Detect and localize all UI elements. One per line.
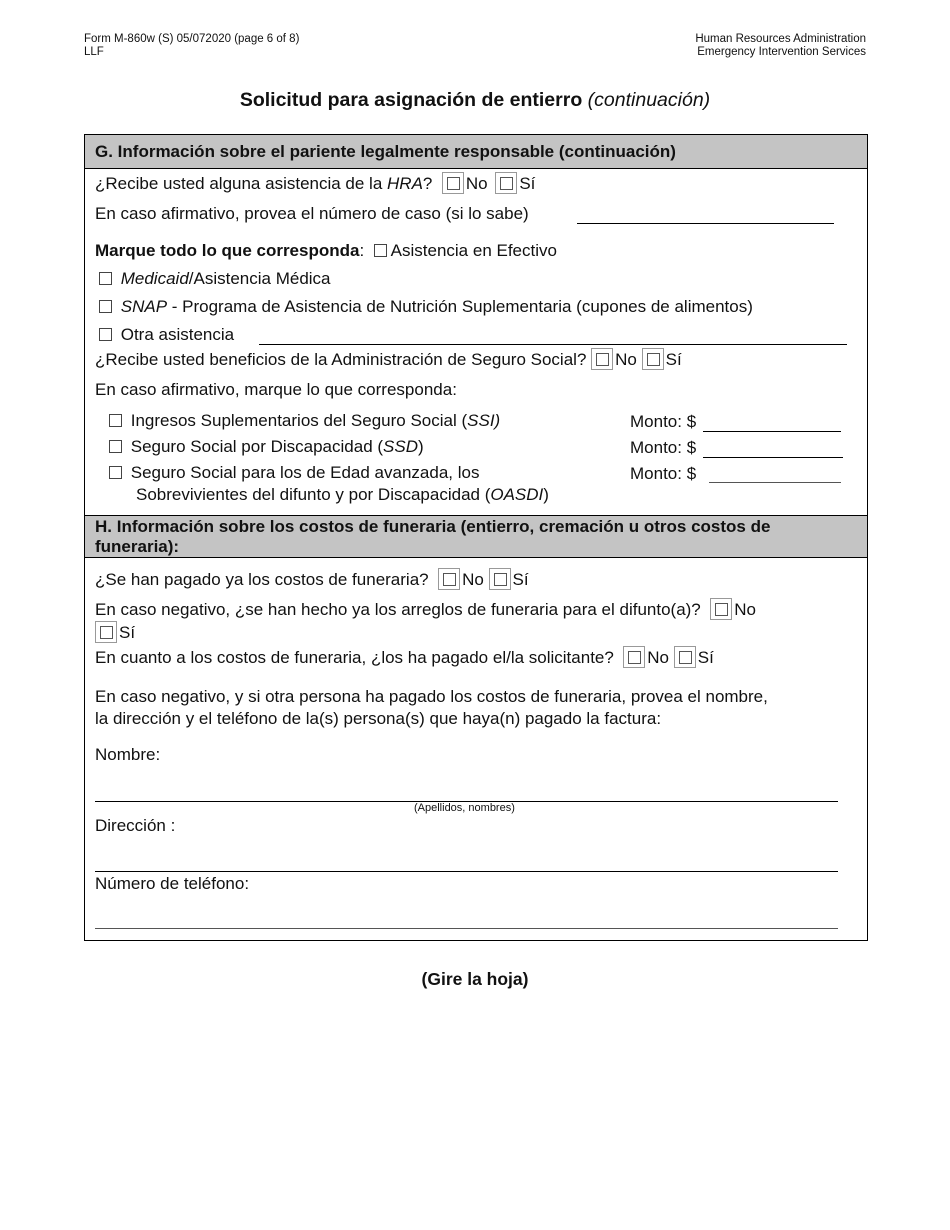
q-arrangements-row [95, 598, 756, 620]
medicaid-rest: /Asistencia Médica [188, 269, 331, 288]
other-assistance-field[interactable] [259, 344, 847, 345]
ssi-checkbox[interactable] [109, 414, 122, 427]
cash-checkbox[interactable] [374, 244, 387, 257]
agency-block [695, 33, 866, 59]
q-applicant-row [95, 646, 714, 668]
ssa-mark-label: En caso afirmativo, marque lo que corresponda: [95, 380, 457, 399]
q-ssa: ¿Recibe usted beneficios de la Administración de Seguro Social? [95, 350, 587, 369]
oasdi-line1: Seguro Social para los de Edad avanzada, los [130, 463, 480, 482]
q-hra-em: HRA [387, 174, 423, 193]
hra-no-label: No [465, 174, 488, 193]
address-field[interactable] [95, 871, 838, 872]
phone-label: Número de teléfono: [95, 874, 250, 893]
paid-si-checkbox[interactable] [489, 568, 511, 590]
paid-no-label: No [462, 570, 484, 589]
other-checkbox[interactable] [99, 328, 112, 341]
applicant-si-label: Sí [697, 648, 714, 667]
ssd-checkbox[interactable] [109, 440, 122, 453]
form-id: Form M-860w (S) 05/072020 (page 6 of 8) [84, 33, 300, 45]
page-title [0, 89, 950, 112]
q-paid-row [95, 568, 529, 590]
form-id-block [84, 33, 299, 59]
ssa-si-checkbox[interactable] [642, 348, 664, 370]
ssi-pre: Ingresos Suplementarios del Seguro Social ( [130, 411, 468, 430]
section-g-heading: G. Información sobre el pariente legalmente responsable (continuación) [85, 135, 867, 169]
arrangements-si-checkbox[interactable] [95, 621, 117, 643]
q-ssa-row [95, 348, 682, 370]
q-applicant: En cuanto a los costos de funeraria, ¿los ha pagado el/la solicitante? [95, 648, 614, 667]
ssd-monto-label: Monto: $ [630, 438, 697, 457]
mark-all-colon: : [359, 241, 365, 260]
arrangements-no-label: No [734, 600, 756, 619]
q-hra-post: ? [422, 174, 433, 193]
section-h-heading: H. Información sobre los costos de funeraria (entierro, cremación u otros costos de funeraria): [85, 515, 867, 558]
q-paid: ¿Se han pagado ya los costos de funeraria? [95, 570, 429, 589]
snap-checkbox[interactable] [99, 300, 112, 313]
medicaid-em: Medicaid [120, 269, 189, 288]
ssd-monto-field[interactable] [703, 457, 843, 458]
medicaid-checkbox[interactable] [99, 272, 112, 285]
ssi-monto-field[interactable] [703, 431, 841, 432]
other-person-line1: En caso negativo, y si otra persona ha pagado los costos de funeraria, provea el nombre, [95, 687, 768, 706]
ssi-row [109, 411, 500, 431]
snap-rest: - Programa de Asistencia de Nutrición Suplementaria (cupones de alimentos) [167, 297, 753, 316]
address-label: Dirección : [95, 816, 176, 835]
arrangements-si-row [95, 621, 135, 643]
snap-em: SNAP [120, 297, 168, 316]
phone-field[interactable] [95, 928, 838, 929]
other-row [99, 325, 234, 345]
name-label: Nombre: [95, 745, 161, 764]
oasdi-post: ) [543, 485, 549, 504]
applicant-si-checkbox[interactable] [674, 646, 696, 668]
ssa-si-label: Sí [665, 350, 682, 369]
ssd-em: SSD [383, 437, 419, 456]
ssa-no-checkbox[interactable] [591, 348, 613, 370]
form-box [84, 134, 868, 941]
case-number-field[interactable] [577, 223, 834, 224]
title-suffix: (continuación) [587, 89, 711, 111]
ssa-no-label: No [615, 350, 637, 369]
q-hra-row [95, 172, 535, 194]
applicant-no-label: No [647, 648, 670, 667]
hra-si-checkbox[interactable] [495, 172, 517, 194]
name-hint: (Apellidos, nombres) [414, 802, 515, 814]
oasdi-monto-label: Monto: $ [630, 464, 697, 483]
division-name: Emergency Intervention Services [697, 46, 866, 58]
arrangements-si-label: Sí [119, 623, 136, 642]
q-arrangements: En caso negativo, ¿se han hecho ya los arreglos de funeraria para el difunto(a)? [95, 600, 701, 619]
oasdi-row [109, 463, 479, 483]
form-code: LLF [84, 46, 104, 58]
ssd-pre: Seguro Social por Discapacidad ( [130, 437, 384, 456]
paid-no-checkbox[interactable] [438, 568, 460, 590]
arrangements-no-checkbox[interactable] [710, 598, 732, 620]
oasdi-checkbox[interactable] [109, 466, 122, 479]
ssd-post: ) [418, 437, 424, 456]
mark-all-row [95, 241, 557, 261]
turn-page-note: (Gire la hoja) [421, 969, 529, 989]
medicaid-row [99, 269, 331, 289]
hra-no-checkbox[interactable] [442, 172, 464, 194]
agency-name: Human Resources Administration [695, 33, 866, 45]
hra-si-label: Sí [519, 174, 536, 193]
mark-all-label: Marque todo lo que corresponda [95, 241, 360, 260]
ssi-monto-label: Monto: $ [630, 412, 697, 431]
other-person-line2: la dirección y el teléfono de la(s) persona(s) que haya(n) pagado la factura: [95, 709, 662, 728]
ssi-em: SSI) [467, 411, 501, 430]
oasdi-em: OASDI [490, 485, 544, 504]
snap-row [99, 297, 753, 317]
q-hra-pre: ¿Recibe usted alguna asistencia de la [95, 174, 388, 193]
other-label: Otra asistencia [120, 325, 235, 344]
oasdi-line2 [136, 485, 549, 505]
ssd-row [109, 437, 424, 457]
oasdi-line2-pre: Sobrevivientes del difunto y por Discapacidad ( [136, 485, 491, 504]
title-main: Solicitud para asignación de entierro [239, 89, 583, 111]
case-number-label: En caso afirmativo, provea el número de caso (si lo sabe) [95, 204, 529, 223]
cash-label: Asistencia en Efectivo [390, 241, 557, 260]
oasdi-monto-field[interactable] [709, 482, 841, 483]
paid-si-label: Sí [512, 570, 529, 589]
applicant-no-checkbox[interactable] [623, 646, 645, 668]
